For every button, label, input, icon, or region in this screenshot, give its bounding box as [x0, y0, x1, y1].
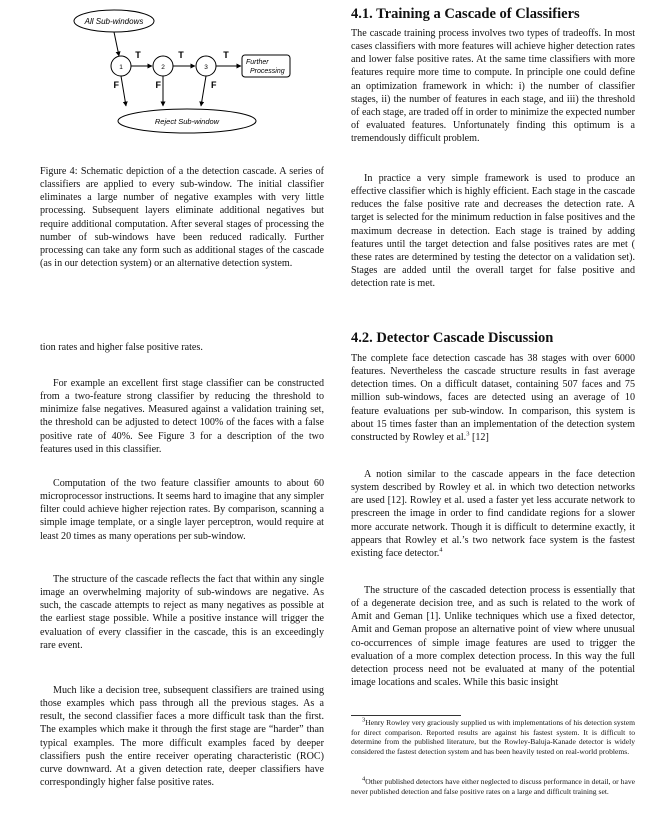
reject-subwindow-label: Reject Sub-window [154, 117, 220, 126]
section-4-2-paragraph-2 [351, 468, 635, 560]
classifier-node-3-label: 3 [204, 64, 208, 71]
left-paragraph-2: For example an excellent first stage classifier can be constructed from a two-feature strong classifier by reducing the threshold to minimize false negatives. Measured against a validation training set, the threshold can be adjusted to detect 100% of the faces with a false positive rate of 40%. See Figure 3 for a description of the two features used in this classifier. [40, 378, 324, 455]
arrow-input [114, 32, 119, 56]
footnote-3-mark: 3 [362, 716, 366, 724]
footnote-rule [351, 715, 461, 716]
section-4-2-paragraph-3: The structure of the cascaded detection process is essentially that of a degenerate decision tree, and as such is related to the work of Amit and Geman [1]. Unlike techniques which use a fixed detector, Amit and Geman propose an alternative point of view where unusual co-occurrences of simple image features are used to trigger the evaluation of a more complex detection process. In this way the full detection process need not be evaluated at many of the potential image locations and scales. While this basic insight [351, 585, 635, 689]
false-arrow-3 [201, 76, 206, 106]
section-4-1-paragraph-1: The cascade training process involves two types of tradeoffs. In most cases classifiers with more features will achieve higher detection rates and lower false positive rates. At the same time classifiers with more features require more time to compute. In principle one could define an optimization framework in which: i) the number of classifier stages, ii) the number of features in each stage, and iii) the threshold of each stage, are traded off in order to minimize the expected number of evaluated features. Unfortunately finding this optimum is a tremendously difficult problem. [351, 28, 635, 145]
all-subwindows-label: All Sub-windows [84, 17, 144, 26]
false-label-3: F [211, 80, 217, 90]
left-paragraph-3: Computation of the two feature classifier amounts to about 60 microprocessor instructions. It seems hard to imagine that any simpler filter could achieve higher rejection rates. By comparison, scanning a simple image template, or a single layer perceptron, would require at least 20 times as many operations per sub-window. [40, 478, 324, 542]
footnote-4-mark: 4 [362, 775, 366, 783]
footnote-ref-3: 3 [466, 430, 470, 438]
further-processing-line1: Further [246, 59, 269, 66]
section-4-1-paragraph-2: In practice a very simple framework is used to produce an effective classifier which is highly efficient. Each stage in the cascade reduces the false positive rate and decreases the detection rate. A target is selected for the minimum reduction in false positives and the maximum decrease in detection. Each stage is trained by adding features until the target detection and false positives rates are met ( these rates are determined by testing the detector on a validation set). Stages are added until the overall target for false positive and detection rate is met. [351, 173, 635, 290]
classifier-node-1-label: 1 [119, 64, 123, 71]
p2-text: A notion similar to the cascade appears in the face detection system described by Rowley et al. in which two detection networks are used [12]. Rowley et al. used a faster yet less accurate network to prescreen the image in order to find candidate regions for a slower more accurate network. Though it is difficult to determine exactly, it appears that Rowley et al.’s two network face system is the fastest existing face detector. [351, 469, 635, 559]
left-paragraph-4: The structure of the cascade reflects the fact that within any single image an overwhelming majority of sub-windows are negative. As such, the cascade attempts to reject as many negatives as possible at the earliest stage possible. While a positive instance will trigger the evaluation of every classifier in the cascade, this is an exceedingly rare event. [40, 574, 324, 651]
true-label-2: T [178, 50, 184, 60]
true-label-1: T [135, 50, 141, 60]
footnote-3-text: Henry Rowley very graciously supplied us with implementations of his detection system for direct comparison. Reported results are against his fastest system. It is difficult to determine from the published literature, but the Rowley-Baluja-Kanade detector is widely considered the fastest detection system and has been heavily tested on real-world problems. [351, 718, 635, 756]
section-4-2-heading: 4.2. Detector Cascade Discussion [351, 330, 554, 346]
footnote-4-text: Other published detectors have either neglected to discuss performance in detail, or have never published detection and false positive rates on a large and difficult training set. [351, 777, 635, 796]
further-processing-line2: Processing [250, 68, 285, 75]
cascade-diagram [40, 0, 324, 150]
section-4-1-heading: 4.1. Training a Cascade of Classifiers [351, 6, 580, 22]
left-paragraph-1: tion rates and higher false positive rates. [40, 342, 203, 353]
false-label-1: F [113, 80, 119, 90]
p1-end: [12] [469, 431, 489, 443]
footnote-3 [351, 718, 635, 756]
p1-text: The complete face detection cascade has 38 stages with over 6000 features. Nevertheless the cascade structure results in fast average detection times. On a difficult dataset, containing 507 faces and 75 million sub-windows, faces are detected using an average of 10 feature evaluations per sub-window. In comparison, this system is about 15 times faster than an implementation of the detection system constructed by Rowley et al. [351, 353, 635, 443]
false-label-2: F [155, 80, 161, 90]
section-4-2-paragraph-1 [351, 352, 635, 444]
false-arrow-1 [121, 76, 126, 106]
left-paragraph-5: Much like a decision tree, subsequent classifiers are trained using those examples which pass through all the previous stages. As a result, the second classifier faces a more difficult task than the first. The examples which make it through the first stage are “harder” than typical examples. The more difficult examples faced by deeper classifiers push the entire receiver operating characteristic (ROC) curve downward. At a given detection rate, deeper classifiers have correspondingly higher false positive rates. [40, 685, 324, 789]
footnote-ref-4: 4 [439, 546, 443, 554]
classifier-node-2-label: 2 [161, 64, 165, 71]
figure-caption: Figure 4: Schematic depiction of a the detection cascade. A series of classifiers are applied to every sub-window. The initial classifier eliminates a large number of negative examples with very little processing. Subsequent layers eliminate additional negatives but require additional computation. After several stages of processing the number of sub-windows have been reduced radically. Further processing can take any form such as additional stages of the cascade (as in our detection system) or an alternative detection system. [40, 166, 324, 270]
true-label-3: T [223, 50, 229, 60]
footnote-4 [351, 777, 635, 796]
